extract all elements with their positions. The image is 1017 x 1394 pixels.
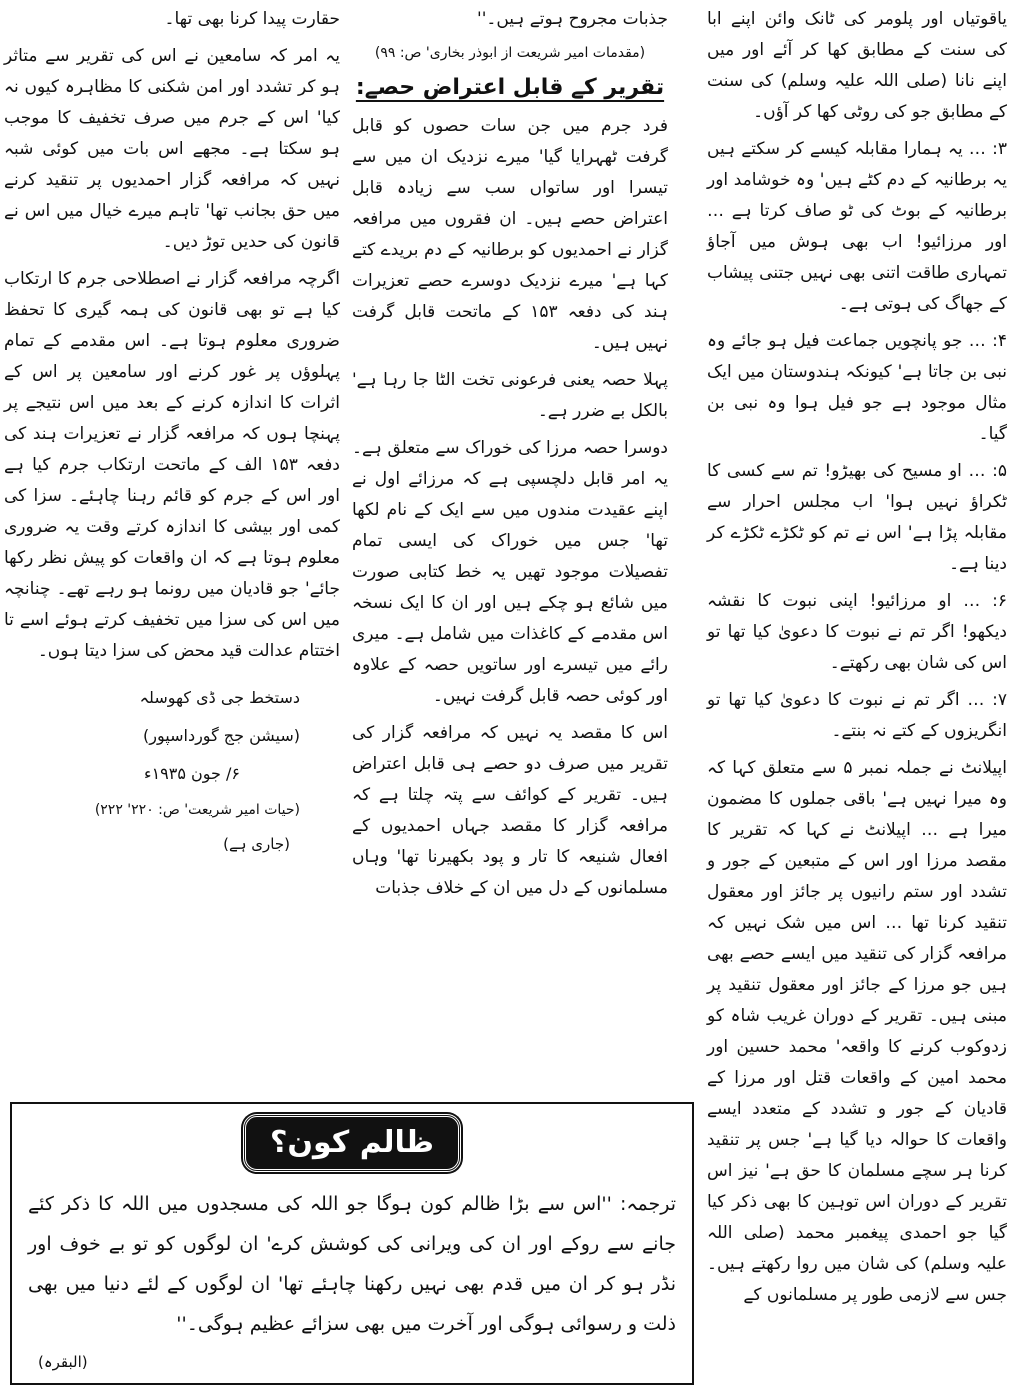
paragraph: ۴: … جو پانچویں جماعت فیل ہو جائے وہ نبی بن جاتا ہے' کیونکہ ہندوستان میں ایک مثال موجود ہے جو فیل ہوا وہ نبی بن گیا۔ [707, 331, 1007, 444]
box-body: ترجمہ: ''اس سے بڑا ظالم کون ہوگا جو اللہ کی مسجدوں میں اللہ کا ذکر کئے جانے سے روکے اور ان کی ویرانی کی کوشش کرے' ان لوگوں کو تو بے خوف اور نڈر ہو کر ان میں قدم بھی نہیں رکھنا چاہئے تھا' ان لوگوں کے لئے دنیا میں بھی ذلت و رسوائی ہوگی اور آخرت میں بھی سزائے عظیم ہوگی۔'' [28, 1193, 676, 1335]
paragraph: اپیلانٹ نے جملہ نمبر ۵ سے متعلق کہا کہ وہ میرا نہیں ہے' باقی جملوں کا مضمون میرا ہے … اپیلانٹ نے کہا کہ تقریر کا مقصد مرزا اور اس کے متبعین کے جور و تشدد اور ستم رانیوں پر جائز اور معقول تنقید کرنا تھا … اس میں شک نہیں کہ مرافعہ گزار کی تنقید میں ایسے حصے بھی ہیں جو مرزا کے جائز اور معقول تنقید پر مبنی ہیں۔ تقریر کے دوران غریب شاہ کو زدوکوب کرنے کا واقعہ' محمد حسین اور محمد امین کے واقعات قتل اور مرزا کے قادیان کے جور و تشدد کے متعدد ایسے واقعات کا حوالہ دیا گیا ہے' جس پر تنقید کرنا ہر سچے مسلمان کا حق ہے' نیز اس تقریر کے دوران اس توہین کا بھی ذکر کیا گیا جو احمدی پیغمبر محمد (صلی اللہ علیہ وسلم) کی شان میں روا رکھتے ہیں۔ جس سے لازمی طور پر مسلمانوں کے [707, 758, 1007, 1305]
quote-box [10, 1102, 694, 1385]
right-column [707, 4, 1007, 1317]
paragraph: جذبات مجروح ہوتے ہیں۔'' [477, 9, 668, 29]
paragraph: ۳: … یہ ہمارا مقابلہ کیسے کر سکتے ہیں یہ برطانیہ کے دم کٹے ہیں' وہ خوشامد اور برطانیہ کے بوٹ کی ٹو صاف کرتا ہے … اور مرزائیو! اب بھی ہوش میں آجاؤ تمہاری طاقت اتنی بھی نہیں جتنی پیشاب کے جھاگ کی ہوتی ہے۔ [707, 139, 1007, 314]
paragraph: پہلا حصہ یعنی فرعونی تخت الٹا جا رہا ہے' بالکل بے ضرر ہے۔ [352, 370, 668, 421]
box-title-wrap [12, 1114, 692, 1172]
signature-block [4, 679, 340, 861]
reference: (حیات امیر شریعت' ص: ۲۲۰' ۲۲۲) [94, 802, 300, 818]
paragraph: فرد جرم میں جن سات حصوں کو قابل گرفت ٹھہرایا گیا' میرے نزدیک ان میں سے تیسرا اور ساتواں سب سے زیادہ قابل اعتراض حصے ہیں۔ ان فقروں میں مرافعہ گزار نے احمدیوں کو برطانیہ کے دم بریدے کتے کہا ہے' میرے نزدیک دوسرے حصے تعزیرات ہند کی دفعہ ۱۵۳ کے ماتحت قابل گرفت نہیں ہیں۔ [352, 116, 668, 353]
middle-column [352, 4, 668, 910]
box-source: (البقرہ) [38, 1353, 88, 1371]
paragraph: اگرچہ مرافعہ گزار نے اصطلاحی جرم کا ارتکاب کیا ہے تو بھی قانون کی ہمہ گیری کا تحفظ ضروری معلوم ہوتا ہے۔ اس مقدمے کے تمام پہلوؤں پر غور کرنے اور سامعین پر اس کے اثرات کا اندازہ کرنے کے بعد میں اس نتیجے پر پہنچا ہوں کہ مرافعہ گزار نے تعزیرات ہند کی دفعہ ۱۵۳ الف کے ماتحت ارتکاب جرم کیا ہے اور اس کے جرم کو قائم رہنا چاہئے۔ سزا کی کمی اور بیشی کا اندازہ کرتے وقت یہ ضروری معلوم ہوتا ہے کہ ان واقعات کو پیش نظر رکھا جائے' جو قادیان میں رونما ہو رہے تھے۔ چنانچہ میں اس کی سزا میں تخفیف کرتے ہوئے اسے تا اختتام عدالت قید محض کی سزا دیتا ہوں۔ [4, 269, 341, 661]
paragraph: ۶: … او مرزائیو! اپنی نبوت کا نقشہ دیکھو! اگر تم نے نبوت کا دعویٰ کیا تھا تو اس کی شان بھی رکھتے۔ [707, 591, 1007, 673]
signature-title: (سیشن جج گورداسپور) [143, 726, 300, 745]
paragraph: یاقوتیاں اور پلومر کی ٹانک وائن اپنے ابا کی سنت کے مطابق کھا کر آئے اور میں اپنے نانا (صلی اللہ علیہ وسلم) کی سنت کے مطابق جو کی روٹی کھا کر آؤں۔ [707, 9, 1007, 122]
signature-date: ۶/ جون ۱۹۳۵ء [144, 764, 240, 783]
paragraph: ۷: … اگر تم نے نبوت کا دعویٰ کیا تھا تو انگریزوں کے کتے نہ بنتے۔ [707, 690, 1007, 741]
paragraph: یہ امر کہ سامعین نے اس کی تقریر سے متاثر ہو کر تشدد اور امن شکنی کا مظاہرہ کیوں نہ کیا' اس کے جرم میں صرف تخفیف کا موجب ہو سکتا ہے۔ مجھے اس بات میں کوئی شبہ نہیں کہ مرافعہ گزار احمدیوں پر تنقید کرنے میں حق بجانب تھا' تاہم میرے خیال میں اس نے قانون کی حدیں توڑ دیں۔ [4, 46, 340, 252]
section-heading: تقریر کے قابل اعتراض حصے: [355, 75, 665, 100]
left-column [4, 4, 340, 1099]
paragraph: ۵: … او مسیح کی بھیڑو! تم سے کسی کا ٹکراؤ نہیں ہوا' اب مجلس احرار سے مقابلہ پڑا ہے' اس نے تم کو ٹکڑے ٹکڑے کر دینا ہے۔ [707, 461, 1007, 574]
signature: دستخط جی ڈی کھوسلہ [139, 688, 300, 707]
continued-note: (جاری ہے) [223, 835, 290, 853]
box-title: ظالم کون؟ [243, 1114, 461, 1172]
paragraph: حقارت پیدا کرنا بھی تھا۔ [164, 9, 340, 29]
citation: (مقدمات امیر شریعت از ابوذر بخاری' ص: ۹۹) [374, 45, 646, 61]
paragraph: دوسرا حصہ مرزا کی خوراک سے متعلق ہے۔ یہ امر قابل دلچسپی ہے کہ مرزائے اول نے اپنے عقیدت مندوں میں سے ایک کے نام لکھا تھا' جس میں خوراک کی ایسی تمام تفصیلات موجود تھیں یہ خط کتابی صورت میں شائع ہو چکے ہیں اور ان کا ایک نسخہ اس مقدمے کے کاغذات میں شامل ہے۔ میری رائے میں تیسرے اور ساتویں حصہ کے علاوہ اور کوئی حصہ قابل گرفت نہیں۔ [352, 438, 668, 706]
paragraph: اس کا مقصد یہ نہیں کہ مرافعہ گزار کی تقریر میں صرف دو حصے ہی قابل اعتراض ہیں۔ تقریر کے کوائف سے پتہ چلتا ہے کہ مرافعہ گزار کا مقصد جہاں احمدیوں کے افعال شنیعہ کا تار و پود بکھیرنا تھا' وہاں مسلمانوں کے دل میں ان کے خلاف جذبات [352, 723, 668, 898]
